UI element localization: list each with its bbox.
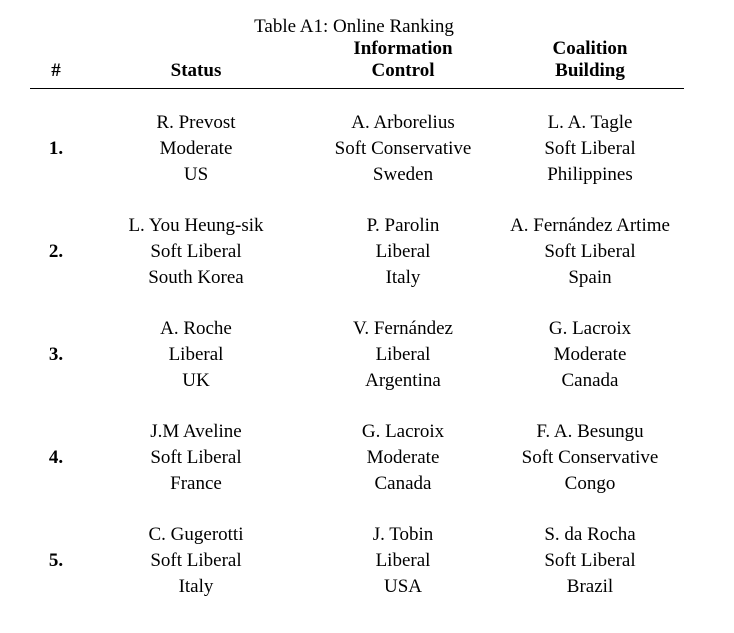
online-ranking-table xyxy=(30,38,684,612)
coalition-building-cell xyxy=(496,406,684,509)
candidate-country: Italy xyxy=(385,266,421,288)
table-caption: Table A1: Online Ranking xyxy=(254,16,454,37)
candidate-leaning: Moderate xyxy=(366,446,440,468)
candidate-leaning: Soft Liberal xyxy=(150,549,242,571)
column-header-coalition-building xyxy=(496,38,684,89)
status-cell xyxy=(82,406,310,509)
candidate-country: Brazil xyxy=(566,575,614,597)
table-header xyxy=(30,38,684,89)
candidate-leaning: Moderate xyxy=(553,343,627,365)
candidate-name: L. A. Tagle xyxy=(547,111,633,133)
status-cell xyxy=(82,509,310,612)
column-header-status-line-1: Status xyxy=(170,60,222,81)
coalition-building-cell xyxy=(496,303,684,406)
candidate-leaning: Liberal xyxy=(168,343,224,365)
candidate-leaning: Liberal xyxy=(375,240,431,262)
table-row xyxy=(30,509,684,612)
candidate-name: R. Prevost xyxy=(156,111,236,133)
candidate-leaning: Soft Conservative xyxy=(334,137,472,159)
candidate-leaning: Moderate xyxy=(159,137,233,159)
candidate-country: Sweden xyxy=(372,163,434,185)
candidate-leaning: Soft Liberal xyxy=(544,240,636,262)
status-cell xyxy=(82,303,310,406)
candidate-leaning: Liberal xyxy=(375,549,431,571)
candidate-name: J. Tobin xyxy=(372,523,434,545)
table-body xyxy=(30,89,684,613)
status-cell xyxy=(82,89,310,201)
rank-cell: 3. xyxy=(48,343,64,365)
column-header-rank xyxy=(30,38,82,89)
status-cell xyxy=(82,200,310,303)
candidate-leaning: Soft Liberal xyxy=(544,137,636,159)
candidate-country: Philippines xyxy=(547,163,633,185)
column-header-status xyxy=(82,38,310,89)
candidate-name: L. You Heung-sik xyxy=(128,214,264,236)
candidate-country: Spain xyxy=(568,266,612,288)
rank-cell: 5. xyxy=(48,549,64,571)
information-control-cell xyxy=(310,406,496,509)
candidate-leaning: Soft Liberal xyxy=(150,446,242,468)
candidate-leaning: Liberal xyxy=(375,343,431,365)
column-header-information-control-line-1: Information xyxy=(353,38,453,59)
column-header-information-control xyxy=(310,38,496,89)
information-control-cell xyxy=(310,303,496,406)
candidate-leaning: Soft Liberal xyxy=(150,240,242,262)
coalition-building-cell xyxy=(496,89,684,201)
column-header-coalition-building-line-1: Coalition xyxy=(552,38,628,59)
candidate-country: France xyxy=(170,472,222,494)
rank-cell: 2. xyxy=(48,240,64,262)
candidate-name: P. Parolin xyxy=(366,214,440,236)
candidate-name: J.M Aveline xyxy=(150,420,242,442)
candidate-name: A. Roche xyxy=(160,317,232,339)
candidate-country: South Korea xyxy=(148,266,244,288)
candidate-name: V. Fernández xyxy=(353,317,453,339)
candidate-country: US xyxy=(183,163,209,185)
candidate-name: C. Gugerotti xyxy=(148,523,244,545)
candidate-country: Congo xyxy=(564,472,616,494)
coalition-building-cell xyxy=(496,509,684,612)
candidate-name: S. da Rocha xyxy=(544,523,636,545)
candidate-name: G. Lacroix xyxy=(361,420,445,442)
table-row xyxy=(30,200,684,303)
candidate-country: Italy xyxy=(178,575,214,597)
candidate-leaning: Soft Conservative xyxy=(521,446,659,468)
coalition-building-cell xyxy=(496,200,684,303)
rank-cell: 1. xyxy=(48,137,64,159)
candidate-country: Canada xyxy=(561,369,619,391)
table-row xyxy=(30,406,684,509)
candidate-name: G. Lacroix xyxy=(548,317,632,339)
column-header-rank-line-1: # xyxy=(51,60,61,81)
candidate-country: Argentina xyxy=(365,369,441,391)
candidate-name: A. Arborelius xyxy=(351,111,455,133)
candidate-leaning: Soft Liberal xyxy=(544,549,636,571)
information-control-cell xyxy=(310,509,496,612)
column-header-coalition-building-line-2: Building xyxy=(555,60,625,81)
table-row xyxy=(30,303,684,406)
candidate-name: F. A. Besungu xyxy=(536,420,644,442)
column-header-information-control-line-2: Control xyxy=(371,60,435,81)
information-control-cell xyxy=(310,89,496,201)
table-row xyxy=(30,89,684,201)
candidate-name: A. Fernández Artime xyxy=(510,214,670,236)
candidate-country: UK xyxy=(182,369,210,391)
rank-cell: 4. xyxy=(48,446,64,468)
candidate-country: USA xyxy=(383,575,422,597)
candidate-country: Canada xyxy=(374,472,432,494)
information-control-cell xyxy=(310,200,496,303)
